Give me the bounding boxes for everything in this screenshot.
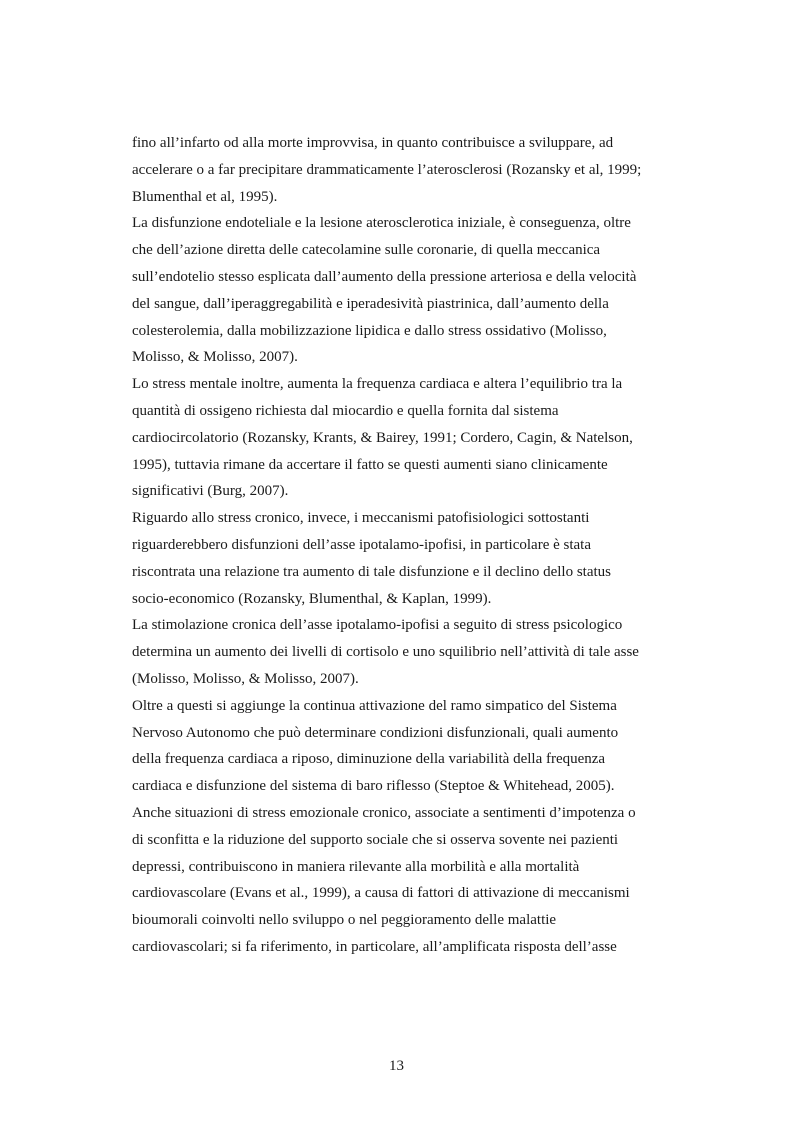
text-line: Oltre a questi si aggiunge la continua attivazione del ramo simpatico del Sistema [132, 697, 617, 714]
body-text [132, 130, 681, 961]
text-line: Anche situazioni di stress emozionale cronico, associate a sentimenti d’impotenza o [132, 804, 636, 821]
text-line: cardiaca e disfunzione del sistema di baro riflesso (Steptoe & Whitehead, 2005). [132, 778, 615, 795]
text-line: Nervoso Autonomo che può determinare condizioni disfunzionali, quali aumento [132, 724, 619, 741]
text-line: (Molisso, Molisso, & Molisso, 2007). [132, 670, 359, 687]
text-line: della frequenza cardiaca a riposo, diminuzione della variabilità della frequenza [132, 751, 606, 768]
text-line: significativi (Burg, 2007). [132, 483, 289, 500]
text-line: di sconfitta e la riduzione del supporto sociale che si osserva sovente nei pazienti [132, 831, 619, 848]
text-line: riscontrata una relazione tra aumento di tale disfunzione e il declino dello status [132, 563, 611, 580]
page-number: 13 [389, 1058, 404, 1074]
text-line: Blumenthal et al, 1995). [132, 188, 278, 205]
text-line: 1995), tuttavia rimane da accertare il fatto se questi aumenti siano clinicamente [132, 456, 608, 473]
text-line: depressi, contribuiscono in maniera rilevante alla morbilità e alla mortalità [132, 858, 580, 875]
text-line: accelerare o a far precipitare drammaticamente l’aterosclerosi (Rozansky et al, 1999; [132, 161, 642, 178]
text-line: quantità di ossigeno richiesta dal miocardio e quella fornita dal sistema [132, 402, 559, 419]
text-line: sull’endotelio stesso esplicata dall’aumento della pressione arteriosa e della velocità [132, 268, 637, 285]
text-line: bioumorali coinvolti nello sviluppo o nel peggioramento delle malattie [132, 912, 557, 929]
text-line: colesterolemia, dalla mobilizzazione lipidica e dallo stress ossidativo (Molisso, [132, 322, 607, 339]
text-line: Lo stress mentale inoltre, aumenta la frequenza cardiaca e altera l’equilibrio tra la [132, 376, 623, 393]
text-line: che dell’azione diretta delle catecolamine sulle coronarie, di quella meccanica [132, 242, 601, 259]
text-line: fino all’infarto od alla morte improvvisa, in quanto contribuisce a sviluppare, ad [132, 135, 614, 151]
text-line: del sangue, dall’iperaggregabilità e iperadesività piastrinica, dall’aumento della [132, 295, 609, 312]
text-line: cardiocircolatorio (Rozansky, Krants, & Bairey, 1991; Cordero, Cagin, & Natelson, [132, 429, 633, 446]
text-line: socio-economico (Rozansky, Blumenthal, & Kaplan, 1999). [132, 590, 492, 607]
text-line: cardiovascolare (Evans et al., 1999), a causa di fattori di attivazione di meccanismi [132, 885, 630, 902]
text-line: cardiovascolari; si fa riferimento, in particolare, all’amplificata risposta dell’asse [132, 938, 617, 955]
text-line: La disfunzione endoteliale e la lesione aterosclerotica iniziale, è conseguenza, oltre [132, 215, 631, 232]
text-line: determina un aumento dei livelli di cortisolo e uno squilibrio nell’attività di tale asse [132, 644, 639, 661]
text-line: La stimolazione cronica dell’asse ipotalamo-ipofisi a seguito di stress psicologico [132, 617, 623, 634]
text-line: Molisso, & Molisso, 2007). [132, 349, 298, 366]
text-line: Riguardo allo stress cronico, invece, i meccanismi patofisiologici sottostanti [132, 510, 590, 527]
text-line: riguarderebbero disfunzioni dell’asse ipotalamo-ipofisi, in particolare è stata [132, 536, 592, 553]
